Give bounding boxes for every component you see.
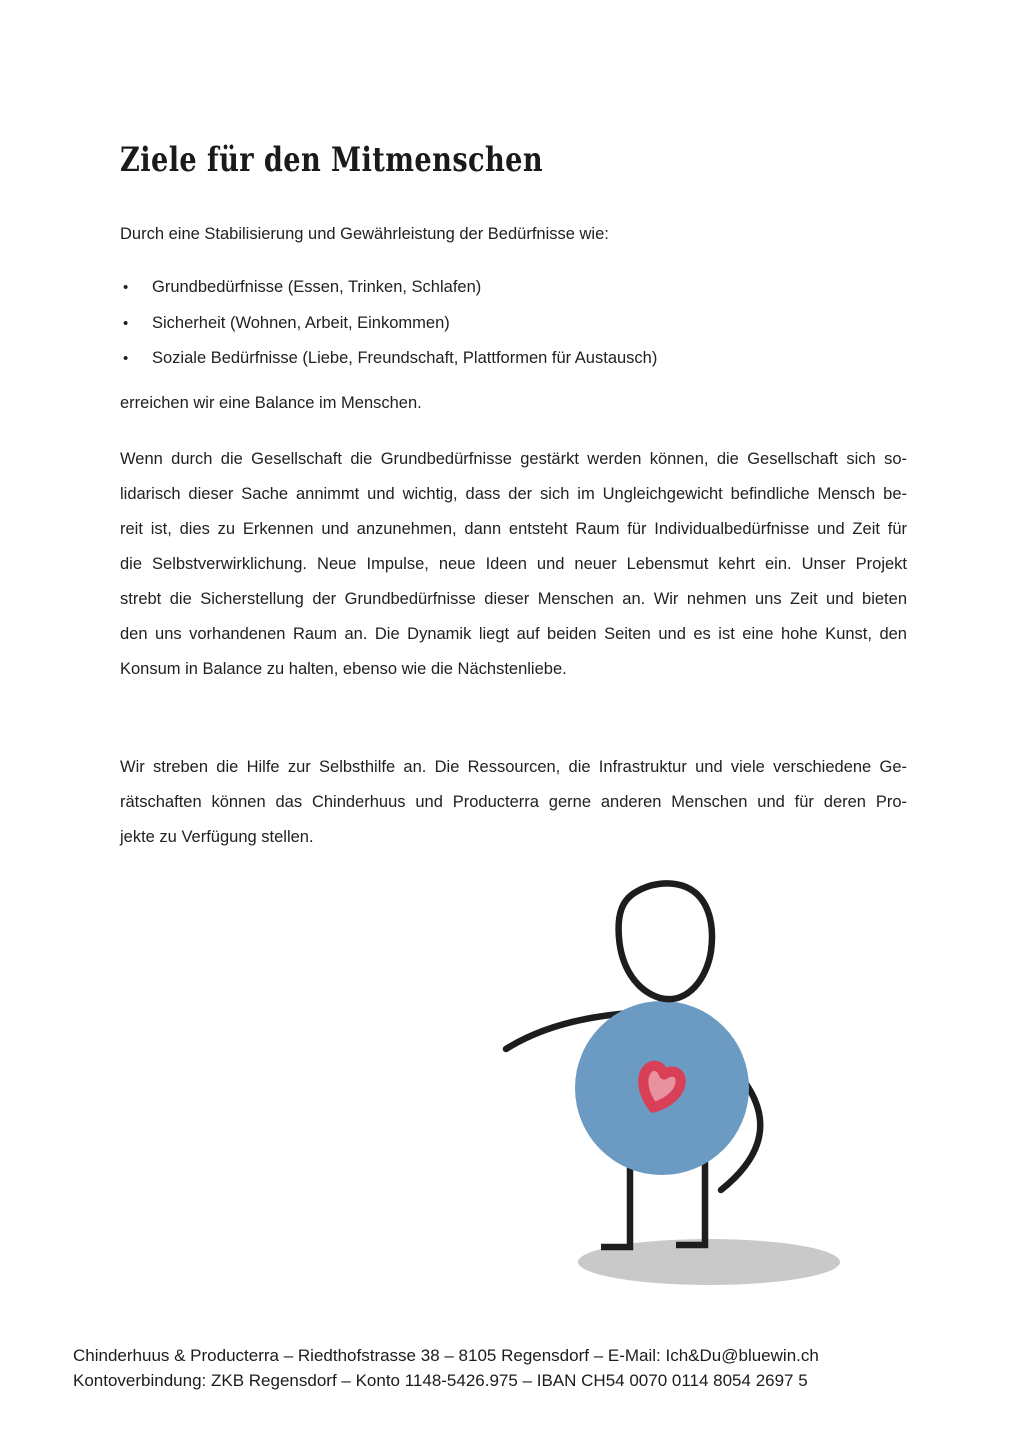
- figure-body-circle: [575, 1001, 749, 1175]
- paragraph-line: Wenn durch die Gesellschaft die Grundbedürfnisse gestärkt werden können, die Gesellschaft sich so-: [120, 450, 907, 468]
- page-title: Ziele für den Mitmenschen: [120, 139, 544, 180]
- intro-line: Durch eine Stabilisierung und Gewährleistung der Bedürfnisse wie:: [120, 225, 609, 243]
- footer-address-line: Chinderhuus & Producterra – Riedthofstrasse 38 – 8105 Regensdorf – E-Mail: Ich&Du@bluewin.ch: [73, 1346, 819, 1365]
- bullet-text: Sicherheit (Wohnen, Arbeit, Einkommen): [152, 313, 450, 332]
- footer: [73, 1343, 973, 1393]
- list-item: [120, 276, 910, 312]
- balance-line: erreichen wir eine Balance im Menschen.: [120, 394, 422, 412]
- paragraph-line: den uns vorhandenen Raum an. Die Dynamik liegt auf beiden Seiten und es ist eine hohe Kunst, den: [120, 625, 907, 643]
- bullet-list: [120, 276, 910, 383]
- paragraph-line: jekte zu Verfügung stellen.: [120, 828, 314, 846]
- paragraph-line: die Selbstverwirklichung. Neue Impulse, neue Ideen und neuer Lebensmut kehrt ein. Unser Projekt: [120, 555, 907, 573]
- figure-head: [619, 883, 712, 999]
- right-arm: [720, 1055, 760, 1190]
- list-item: [120, 347, 910, 383]
- bullet-icon: •: [123, 350, 129, 368]
- paragraph-line: rätschaften können das Chinderhuus und Producterra gerne anderen Menschen und für deren Pro-: [120, 793, 907, 811]
- paragraph-1: [120, 442, 907, 687]
- list-item: [120, 312, 910, 348]
- left-arm: [506, 1012, 650, 1049]
- bullet-icon: •: [123, 314, 129, 332]
- paragraph-line: lidarisch dieser Sache annimmt und wichtig, dass der sich im Ungleichgewicht befindliche Mensch be-: [120, 485, 907, 503]
- bullet-text: Grundbedürfnisse (Essen, Trinken, Schlafen): [152, 278, 482, 296]
- heart-icon: [636, 1063, 684, 1113]
- left-leg: [601, 1150, 630, 1247]
- paragraph-line: reit ist, dies zu Erkennen und anzunehmen, dann entsteht Raum für Individualbedürfnisse und Zeit für: [120, 520, 907, 538]
- bullet-text: Soziale Bedürfnisse (Liebe, Freundschaft, Plattformen für Austausch): [152, 349, 658, 368]
- bullet-icon: •: [123, 279, 129, 296]
- right-leg: [676, 1145, 705, 1245]
- paragraph-line: Konsum in Balance zu halten, ebenso wie die Nächstenliebe.: [120, 660, 567, 678]
- footer-bank-line: Kontoverbindung: ZKB Regensdorf – Konto 1148-5426.975 – IBAN CH54 0070 0114 8054 2697 5: [73, 1371, 808, 1390]
- paragraph-line: Wir streben die Hilfe zur Selbsthilfe an. Die Ressourcen, die Infrastruktur und viele verschiedene Ge-: [120, 758, 907, 776]
- paragraph-line: strebt die Sicherstellung der Grundbedürfnisse dieser Menschen an. Wir nehmen uns Zeit und bieten: [120, 590, 907, 608]
- paragraph-2: [120, 750, 907, 855]
- ground-shadow: [578, 1239, 840, 1285]
